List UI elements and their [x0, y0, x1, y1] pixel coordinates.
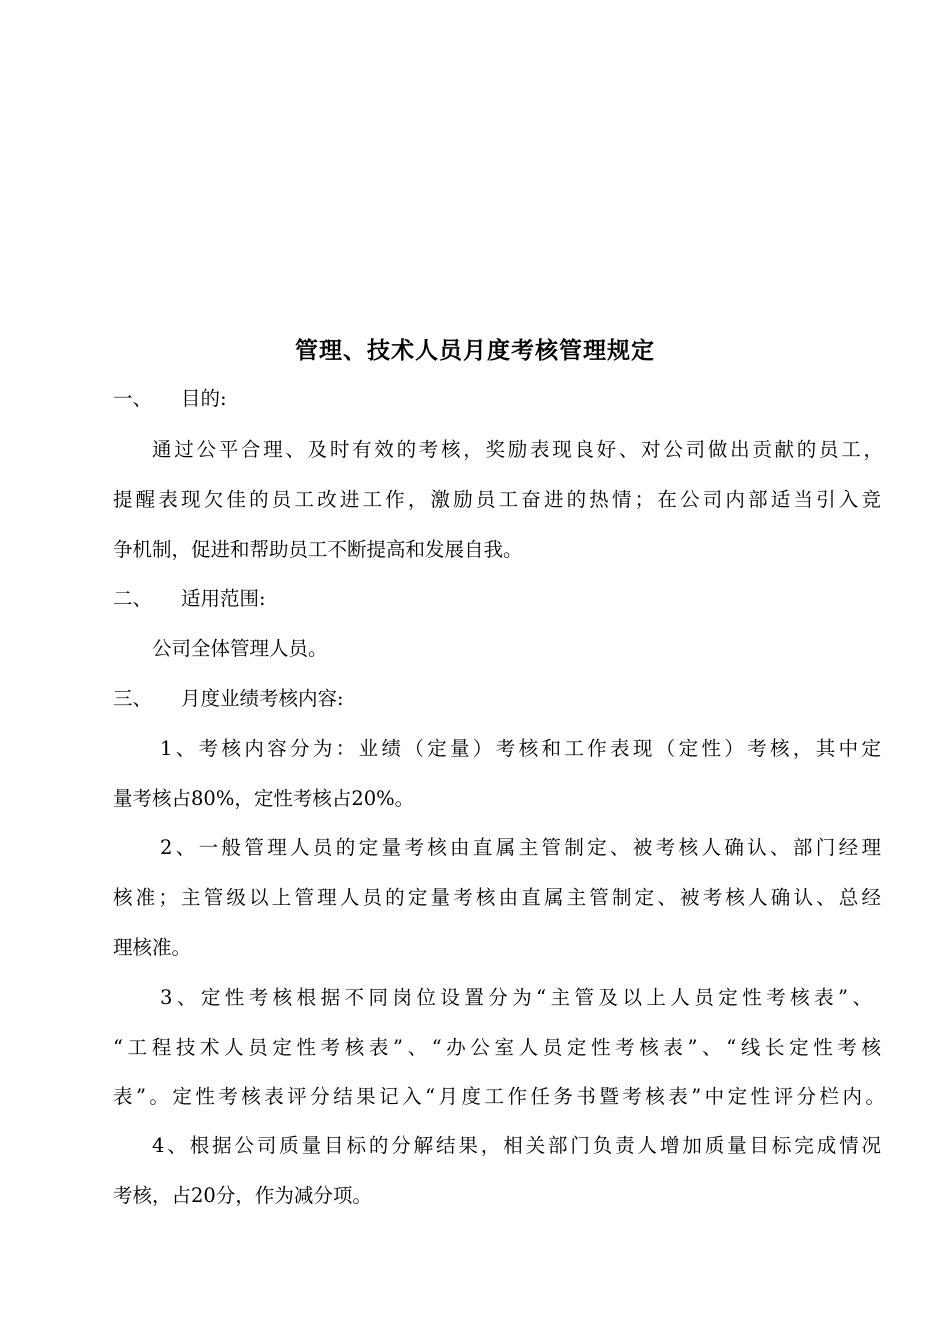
item-2-line-3: 理核准。	[113, 936, 192, 959]
item-1-line-2: 量考核占80%，定性考核占20%。	[113, 787, 415, 810]
section-1-paragraph-line-2: 提醒表现欠佳的员工改进工作，激励员工奋进的热情；在公司内部适当引入竞	[113, 488, 881, 511]
item-4-line-2: 考核，占20分，作为减分项。	[113, 1184, 372, 1207]
section-1-number: 一、	[113, 387, 153, 410]
section-3-heading: 月度业绩考核内容:	[181, 687, 344, 710]
section-1-paragraph-line-3: 争机制，促进和帮助员工不断提高和发展自我。	[113, 538, 523, 561]
section-2-paragraph-line-1: 公司全体管理人员。	[152, 637, 328, 660]
item-1-line-1: 1、考核内容分为：业绩（定量）考核和工作表现（定性）考核，其中定	[160, 737, 881, 760]
section-1-paragraph-line-1: 通过公平合理、及时有效的考核，奖励表现良好、对公司做出贡献的员工，	[152, 438, 883, 461]
section-2-number: 二、	[113, 587, 153, 610]
section-1-heading: 目的:	[181, 387, 227, 410]
item-2-line-1: 2、一般管理人员的定量考核由直属主管制定、被考核人确认、部门经理	[160, 836, 881, 859]
document-title: 管理、技术人员月度考核管理规定	[295, 337, 655, 364]
item-2-line-2: 核准；主管级以上管理人员的定量考核由直属主管制定、被考核人确认、总经	[113, 886, 881, 909]
item-3-line-3: 表”。定性考核表评分结果记入“月度工作任务书暨考核表”中定性评分栏内。	[113, 1085, 885, 1108]
section-2-heading: 适用范围:	[181, 587, 266, 610]
section-3-number: 三、	[113, 687, 153, 710]
item-3-line-2: “工程技术人员定性考核表”、“办公室人员定性考核表”、“线长定性考核	[113, 1036, 881, 1059]
item-3-line-1: 3、定性考核根据不同岗位设置分为“主管及以上人员定性考核表”、	[160, 986, 872, 1009]
item-4-line-1: 4、根据公司质量目标的分解结果，相关部门负责人增加质量目标完成情况	[152, 1134, 881, 1157]
